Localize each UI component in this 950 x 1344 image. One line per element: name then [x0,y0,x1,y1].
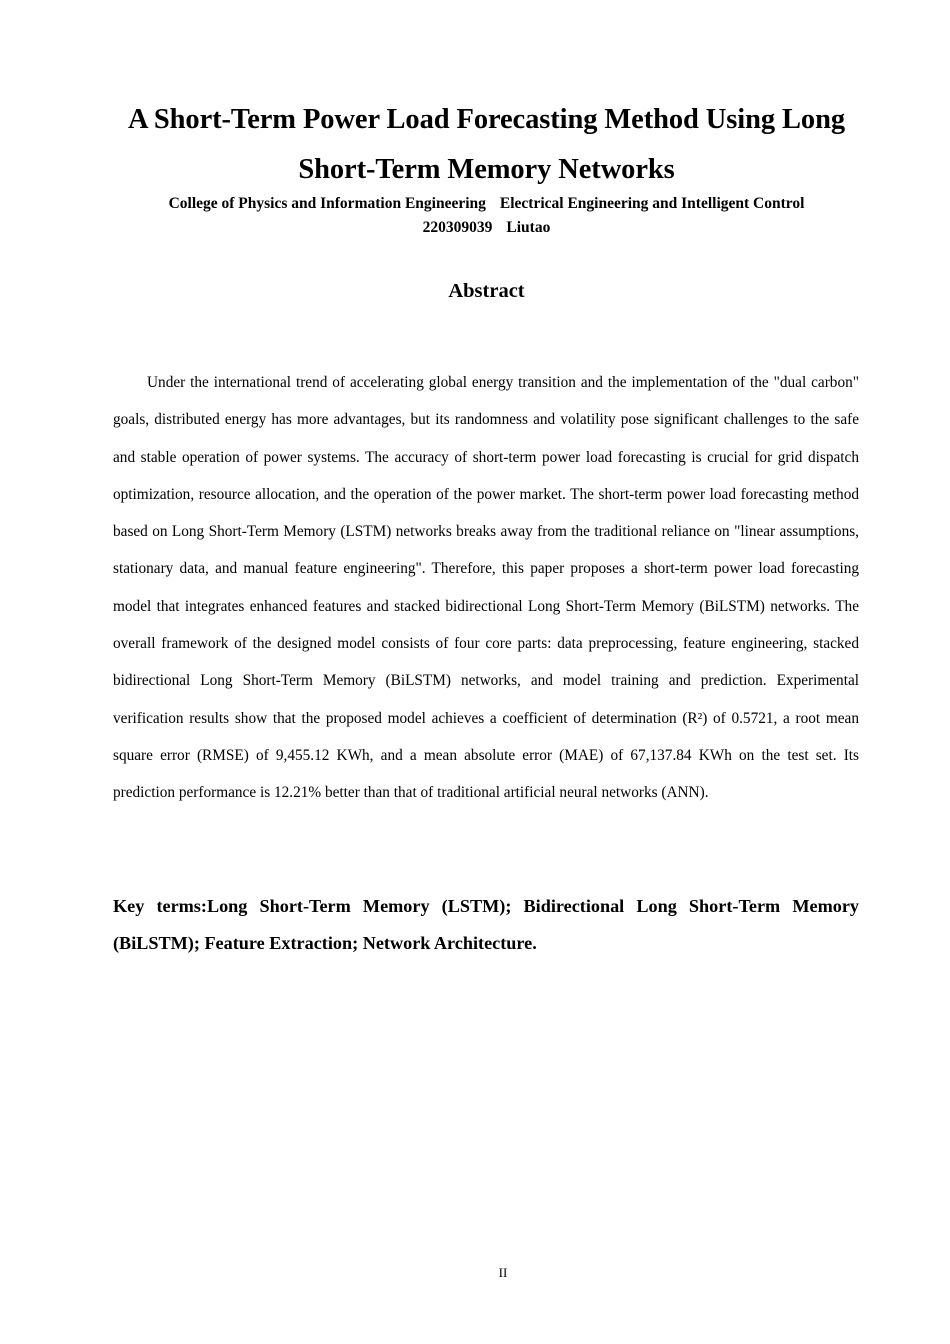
student-id: 220309039 [422,219,493,236]
page-number: II [498,1265,508,1280]
keywords-text: Long Short-Term Memory (LSTM); Bidirectional Long Short-Term Memory (BiLSTM); Feature Extraction; Network Architecture. [113,896,859,953]
college-name: College of Physics and Information Engineering [168,195,486,212]
keywords-paragraph [113,888,859,962]
abstract-heading: Abstract [448,280,525,302]
author-name: Liutao [506,219,551,236]
author-affiliation [100,192,873,240]
major-name: Electrical Engineering and Intelligent Control [499,195,805,212]
keywords-label: Key terms: [113,896,207,916]
abstract-body: Under the international trend of accelerating global energy transition and the implementation of the "dual carbon" goals, distributed energy has more advantages, but its randomness and volatility pose significant challenges to the safe and stable operation of power systems. The accuracy of short-term power load forecasting is crucial for grid dispatch optimization, resource allocation, and the operation of the power market. The short-term power load forecasting method based on Long Short-Term Memory (LSTM) networks breaks away from the traditional reliance on "linear assumptions, stationary data, and manual feature engineering". Therefore, this paper proposes a short-term power load forecasting model that integrates enhanced features and stacked bidirectional Long Short-Term Memory (BiLSTM) networks. The overall framework of the designed model consists of four core parts: data preprocessing, feature engineering, stacked bidirectional Long Short-Term Memory (BiLSTM) networks, and model training and prediction. Experimental verification results show that the proposed model achieves a coefficient of determination (R²) of 0.5721, a root mean square error (RMSE) of 9,455.12 KWh, and a mean absolute error (MAE) of 67,137.84 KWh on the test set. Its prediction performance is 12.21% better than that of traditional artificial neural networks (ANN). [113,374,859,802]
paper-title: A Short-Term Power Load Forecasting Method Using Long Short-Term Memory Networks [128,104,845,185]
